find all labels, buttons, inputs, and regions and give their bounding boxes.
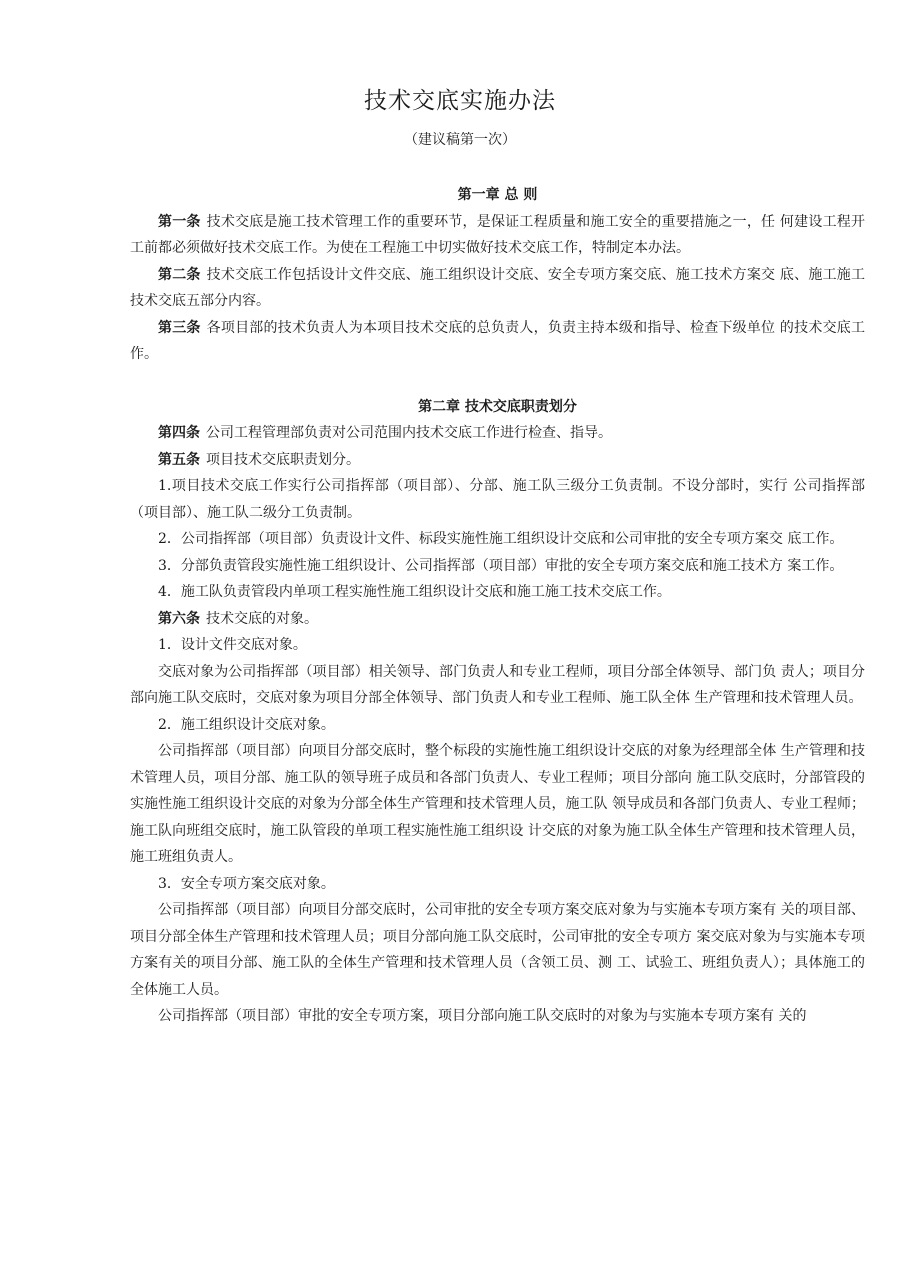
paragraph: 1.项目技术交底工作实行公司指挥部（项目部）、分部、施工队三级分工负责制。不设分部时，实行 公司指挥部（项目部）、施工队二级分工负责制。 [130,478,865,521]
article-label: 第六条 [158,610,200,627]
chapter-1-heading: 第一章 总 则 [457,187,538,203]
document-title: 技术交底实施办法 [364,88,556,114]
article-label: 第一条 [158,213,201,230]
article-text: 技术交底是施工技术管理工作的重要环节，是保证工程质量和施工安全的重要措施之一，任 何建设工程开工前都必须做好技术交底工作。为使在工程施工中切实做好技术交底工作，特制定本办法。 [130,213,866,256]
paragraph: 3．分部负责管段实施性施工组织设计、公司指挥部（项目部）审批的安全专项方案交底和施工技术方 案工作。 [158,557,844,574]
paragraph: 公司指挥部（项目部）向项目分部交底时，整个标段的实施性施工组织设计交底的对象为经理部全体 生产管理和技术管理人员，项目分部、施工队的领导班子成员和各部门负责人、专业工程师；项目分部向 施工队交底时，分部管段的实施性施工组织设计交底的对象为分部全体生产管理和技术管理人员，施工队 领导成员和各部门负责人、专业工程师；施工队向班组交底时，施工队管段的单项工程实施性施工组织设 计交底的对象为施工队全体生产管理和技术管理人员，施工班组负责人。 [130,743,865,865]
article-3 [130,315,865,368]
article-2 [130,262,865,315]
paragraph: 公司指挥部（项目部）向项目分部交底时，公司审批的安全专项方案交底对象为与实施本专项方案有 关的项目部、项目分部全体生产管理和技术管理人员；项目分部向施工队交底时，公司审批的安全专项方 案交底对象为与实施本专项方案有关的项目分部、施工队的全体生产管理和技术管理人员（含领工员、测 工、试验工、班组负责人）；具体施工的全体施工人员。 [130,902,865,998]
section-spacer [130,368,865,394]
article-1 [130,209,865,262]
article-label: 第四条 [158,425,200,441]
paragraph: 2．施工组织设计交底对象。 [158,716,335,733]
paragraph: 3．安全专项方案交底对象。 [158,875,335,892]
article-label: 第五条 [158,451,200,468]
article-label: 第三条 [158,319,201,336]
paragraph: 公司指挥部（项目部）审批的安全专项方案，项目分部向施工队交底时的对象为与实施本专项方案有 关的 [158,1008,807,1024]
paragraph: 交底对象为公司指挥部（项目部）相关领导、部门负责人和专业工程师，项目分部全体领导、部门负 责人；项目分部向施工队交底时，交底对象为项目分部全体领导、部门负责人和专业工程师、施工队全体 生产管理和技术管理人员。 [130,663,865,706]
document-body [130,182,865,1030]
chapter-2-heading: 第二章 技术交底职责划分 [418,398,577,415]
article-text: 公司工程管理部负责对公司范围内技术交底工作进行检查、指导。 [206,425,612,441]
article-label: 第二条 [158,266,201,283]
article-text: 技术交底的对象。 [206,610,318,627]
article-text: 技术交底工作包括设计文件交底、施工组织设计交底、安全专项方案交底、施工技术方案交 底、施工施工技术交底五部分内容。 [130,266,866,309]
article-5 [130,447,865,474]
article-text: 各项目部的技术负责人为本项目技术交底的总负责人，负责主持本级和指导、检查下级单位 的技术交底工作。 [130,319,866,362]
paragraph: 2．公司指挥部（项目部）负责设计文件、标段实施性施工组织设计交底和公司审批的安全专项方案交 底工作。 [158,531,844,547]
paragraph: 4．施工队负责管段内单项工程实施性施工组织设计交底和施工施工技术交底工作。 [158,584,671,600]
article-text: 项目技术交底职责划分。 [206,451,360,468]
paragraph: 1．设计文件交底对象。 [158,637,307,653]
article-6 [130,606,865,633]
document-subtitle: （建议稿第一次） [404,132,516,148]
article-4 [130,420,865,447]
